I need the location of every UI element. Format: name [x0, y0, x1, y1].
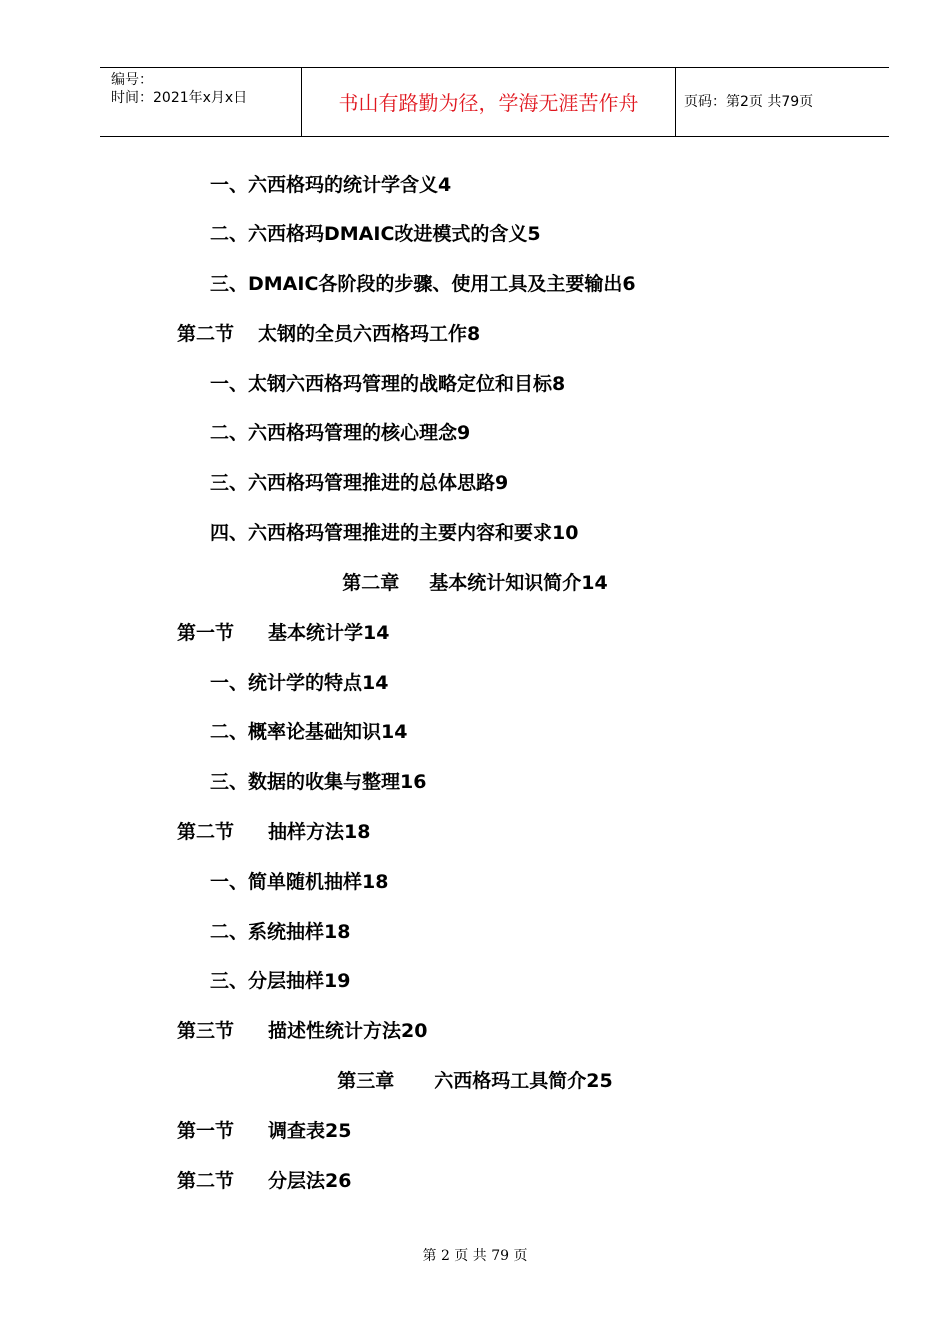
page-footer: 第 2 页 共 79 页 — [422, 1248, 528, 1264]
toc-item[interactable] — [210, 720, 407, 744]
toc-item[interactable] — [210, 222, 541, 246]
toc-chapter[interactable] — [0, 1069, 950, 1093]
toc-section-label: 第二节 — [177, 323, 235, 345]
toc-item-text: 二、系统抽样18 — [210, 921, 351, 943]
toc-section-title: 太钢的全员六西格玛工作8 — [258, 323, 481, 345]
toc-item[interactable] — [210, 969, 350, 993]
toc-section[interactable] — [177, 621, 389, 645]
toc-item-text: 三、分层抽样19 — [210, 970, 351, 992]
toc-item[interactable] — [210, 471, 508, 495]
document-number-label: 编号： — [111, 72, 153, 88]
header-motto-cell — [301, 68, 676, 136]
header-page-info: 页码：第2页 共79页 — [684, 94, 814, 110]
toc-item[interactable] — [210, 671, 388, 695]
toc-section-label: 第三节 — [177, 1020, 235, 1042]
toc-item-text: 三、数据的收集与整理16 — [210, 771, 427, 793]
toc-item-text: 二、概率论基础知识14 — [210, 721, 408, 743]
toc-item[interactable] — [210, 521, 578, 545]
toc-item-text: 三、六西格玛管理推进的总体思路9 — [210, 472, 509, 494]
toc-item[interactable] — [210, 770, 426, 794]
toc-item[interactable] — [210, 421, 470, 445]
header-motto: 书山有路勤为径，学海无涯苦作舟 — [338, 91, 639, 115]
toc-chapter-label: 第三章 — [337, 1070, 395, 1092]
toc-section-label: 第一节 — [177, 622, 235, 644]
toc-section[interactable] — [177, 322, 480, 346]
toc-section[interactable] — [177, 820, 370, 844]
toc-item-text: 一、简单随机抽样18 — [210, 871, 389, 893]
toc-item[interactable] — [210, 272, 636, 296]
toc-section-title: 调查表25 — [268, 1120, 352, 1142]
toc-chapter-label: 第二章 — [342, 572, 400, 594]
toc-chapter-title: 基本统计知识简介14 — [429, 572, 608, 594]
toc-item-text: 二、六西格玛DMAIC改进模式的含义5 — [210, 223, 541, 245]
toc-section[interactable] — [177, 1119, 351, 1143]
toc-section-title: 描述性统计方法20 — [268, 1020, 428, 1042]
toc-item-text: 一、统计学的特点14 — [210, 672, 389, 694]
toc-section[interactable] — [177, 1019, 427, 1043]
toc-item[interactable] — [210, 372, 565, 396]
toc-item-text: 四、六西格玛管理推进的主要内容和要求10 — [210, 522, 579, 544]
toc-item[interactable] — [210, 870, 388, 894]
header-meta-cell — [100, 68, 301, 136]
toc-item-text: 三、DMAIC各阶段的步骤、使用工具及主要输出6 — [210, 273, 636, 295]
toc-chapter[interactable] — [0, 571, 950, 595]
toc-chapter-title: 六西格玛工具简介25 — [434, 1070, 613, 1092]
toc-section-title: 分层法26 — [268, 1170, 352, 1192]
document-time-label: 时间：2021年x月x日 — [111, 90, 248, 106]
toc-item-text: 一、太钢六西格玛管理的战略定位和目标8 — [210, 373, 566, 395]
toc-item[interactable] — [210, 920, 350, 944]
toc-section-title: 抽样方法18 — [268, 821, 371, 843]
toc-item-text: 一、六西格玛的统计学含义4 — [210, 174, 452, 196]
toc-item-text: 二、六西格玛管理的核心理念9 — [210, 422, 471, 444]
toc-section-title: 基本统计学14 — [268, 622, 390, 644]
toc-section[interactable] — [177, 1169, 351, 1193]
toc-section-label: 第二节 — [177, 821, 235, 843]
toc-section-label: 第二节 — [177, 1170, 235, 1192]
header-page-cell — [675, 68, 889, 136]
toc-item[interactable] — [210, 173, 451, 197]
page-header — [100, 67, 889, 137]
toc-section-label: 第一节 — [177, 1120, 235, 1142]
